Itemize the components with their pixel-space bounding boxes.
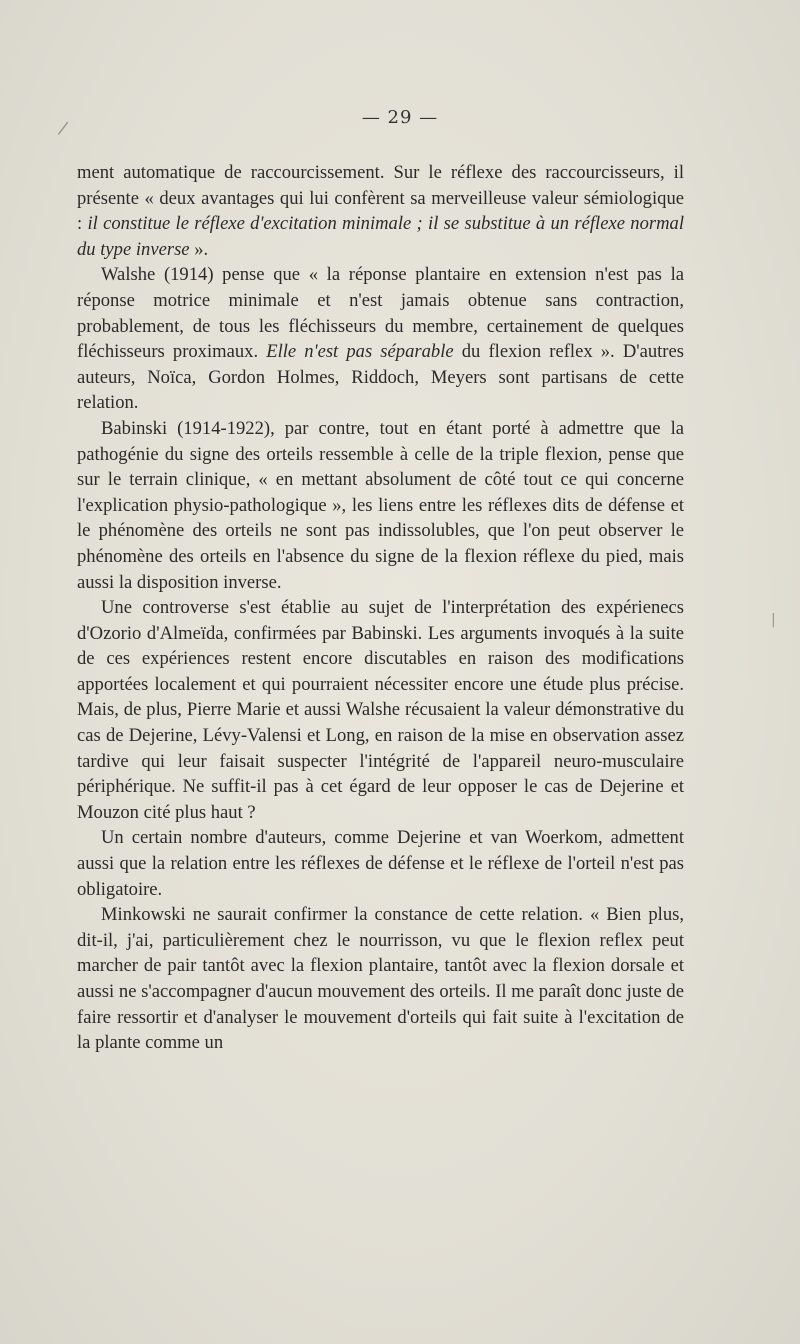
- italic-text: il constitue le réflexe d'excitation minimale ; il se substitue à un réflexe normal du type inverse: [77, 213, 684, 260]
- paragraph: [77, 902, 684, 1056]
- text-segment: ».: [189, 238, 209, 260]
- italic-text: Elle n'est pas séparable: [266, 341, 454, 363]
- text-segment: Une controverse s'est établie au sujet de l'interprétation des expérienecs d'Ozorio d'Almeïda, confirmées par Babinski. Les arguments invoqués à la suite de ces expériences restent encore discutables en raison des modifications apportées localement et qui pourraient nécessiter encore une étude plus précise. Mais, de plus, Pierre Marie et aussi Walshe récusaient la valeur démonstrative du cas de Dejerine, Lévy-Valensi et Long, en raison de la mise en observation assez tardive qui leur faisait suspecter l'intégrité de l'appareil neuro-musculaire périphérique. Ne suffit-il pas à cet égard de leur opposer le cas de Dejerine et Mouzon cité plus haut ?: [77, 597, 684, 823]
- text-segment: Walshe (1914) pense que « la réponse plantaire en extension n'est pas la réponse motrice minimale et n'est jamais obtenue sans contraction, probablement, de tous les fléchisseurs du membre, certainement de quelques fléchisseurs proximaux.: [77, 264, 684, 363]
- text-segment: Babinski (1914-1922), par contre, tout en étant porté à admettre que la pathogénie du signe des orteils ressemble à celle de la triple flexion, pense que sur le terrain clinique, « en mettant absolument de côté tout ce qui concerne l'explication physio-pathologique », les liens entre les réflexes dits de défense et le phénomène des orteils ne sont pas indissolubles, que l'on peut observer le phénomène des orteils en l'absence du signe de la flexion réflexe du pied, mais aussi la disposition inverse.: [77, 417, 684, 593]
- text-segment: Un certain nombre d'auteurs, comme Dejerine et van Woerkom, admettent aussi que la relation entre les réflexes de défense et le réflexe de l'orteil n'est pas obligatoire.: [77, 827, 684, 900]
- paper-mark: /: [56, 117, 70, 140]
- paragraph: [77, 160, 684, 262]
- body-text: [77, 160, 684, 1056]
- paragraph: [77, 416, 684, 595]
- paper-mark: |: [771, 612, 776, 628]
- paragraph: [77, 825, 684, 902]
- text-segment: ment automatique de raccourcissement. Sur le réflexe des raccourcisseurs, il présente « deux avantages qui lui confèrent sa merveilleuse valeur sémiologique :: [77, 162, 684, 235]
- paragraph: [77, 595, 684, 825]
- text-segment: Minkowski ne saurait confirmer la constance de cette relation. « Bien plus, dit-il, j'ai, particulièrement chez le nourrisson, vu que le flexion reflex peut marcher de pair tantôt avec la flexion plantaire, tantôt avec la flexion dorsale et aussi ne s'accompagner d'aucun mouvement des orteils. Il me paraît donc juste de faire ressortir et d'analyser le mouvement d'orteils qui fait suite à l'excitation de la plante comme un: [77, 904, 684, 1054]
- text-segment: du flexion reflex ». D'autres auteurs, Noïca, Gordon Holmes, Riddoch, Meyers sont partisans de cette relation.: [77, 341, 684, 414]
- paragraph: [77, 262, 684, 416]
- page-number: — 29 —: [361, 107, 439, 128]
